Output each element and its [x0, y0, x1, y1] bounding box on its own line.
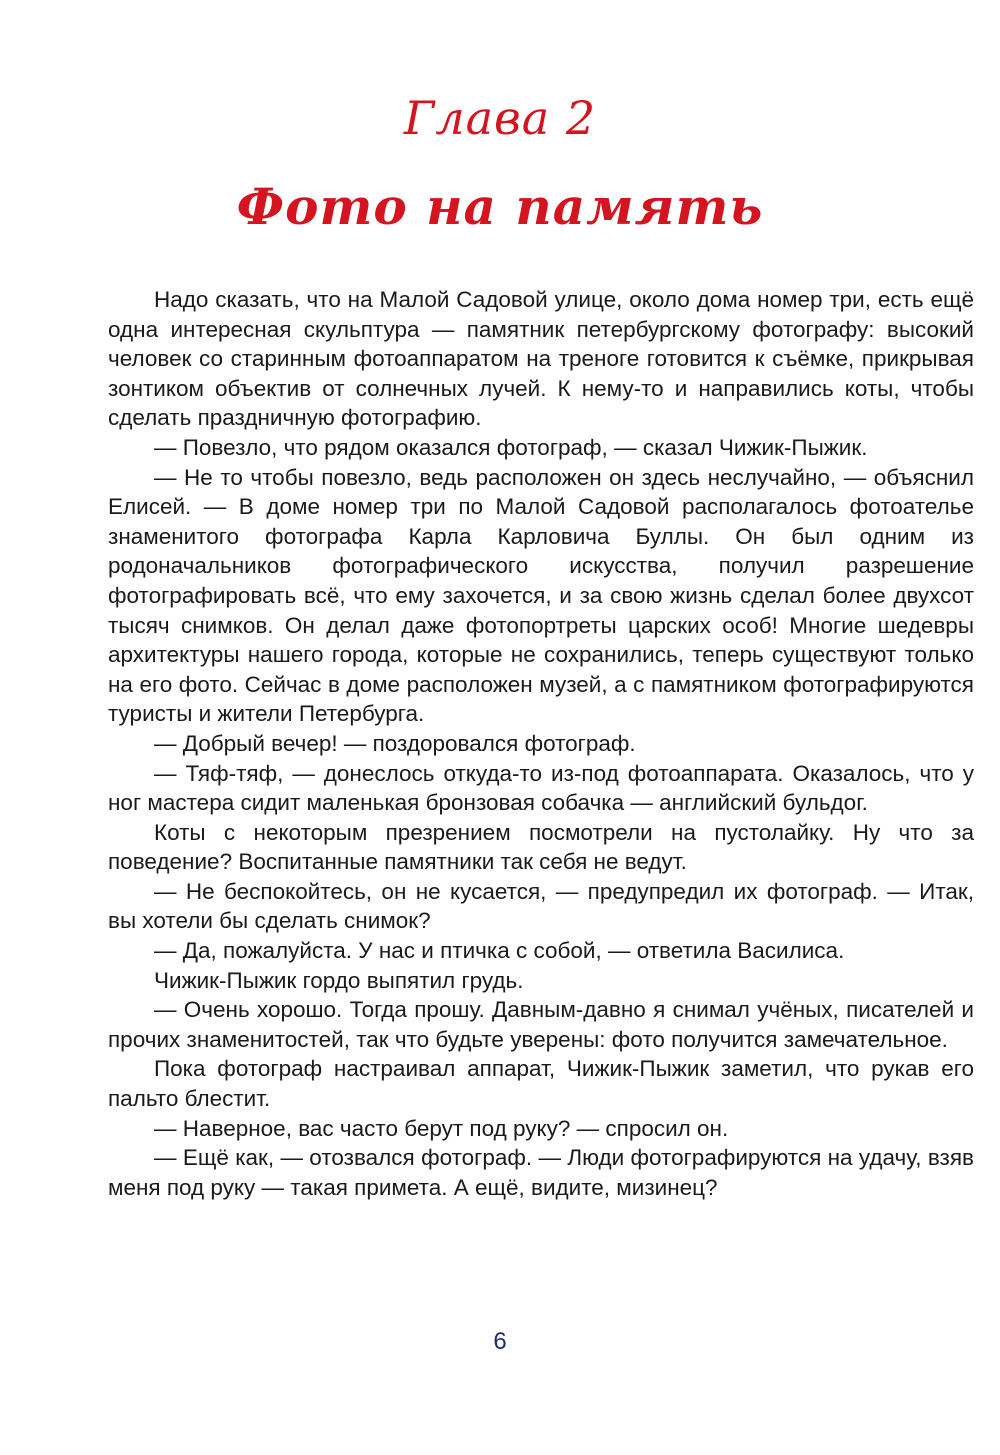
paragraph: Надо сказать, что на Малой Садовой улице, около дома номер три, есть ещё одна интересная скульптура — памятник петербургскому фотографу: высокий человек со старинным фотоаппаратом на треноге готовится к съёмке, прикрывая зонтиком объектив от солнечных лучей. К нему-то и направились коты, чтобы сделать праздничную фотографию. — [108, 287, 974, 431]
paragraph: — Повезло, что рядом оказался фотограф, — сказал Чижик-Пыжик. — [154, 434, 868, 460]
chapter-number: Глава 2 — [403, 91, 597, 145]
page-number: 6 — [493, 1328, 507, 1355]
paragraph: — Тяф-тяф, — донеслось откуда-то из-под фотоаппарата. Оказалось, что у ног мастера сидит маленькая бронзовая собачка — английский бульдог. — [108, 760, 974, 816]
paragraph: Чижик-Пыжик гордо выпятил грудь. — [154, 967, 524, 993]
paragraph: — Добрый вечер! — поздоровался фотограф. — [154, 730, 636, 756]
chapter-body — [108, 285, 974, 1202]
paragraph: — Да, пожалуйста. У нас и птичка с собой, — ответила Василиса. — [154, 938, 845, 964]
paragraph: — Очень хорошо. Тогда прошу. Давным-давно я снимал учёных, писателей и прочих знаменитостей, так что будьте уверены: фото получится замечательное. — [108, 997, 974, 1052]
chapter-title: Фото на память — [236, 177, 764, 236]
paragraph: Коты с некоторым презрением посмотрели на пустолайку. Ну что за поведение? Воспитанные памятники так себя не ведут. — [108, 819, 974, 875]
paragraph: — Не беспокойтесь, он не кусается, — предупредил их фотограф. — Итак, вы хотели бы сделать снимок? — [108, 878, 974, 934]
paragraph: — Не то чтобы повезло, ведь расположен он здесь неслучайно, — объяснил Елисей. — В доме номер три по Малой Садовой располагалось фотоателье знаменитого фотографа Карла Карловича Буллы. Он был одним из родоначальников фотографического искусства, получил разрешение фотографировать всё, что ему захочется, и за свою жизнь сделал более двухсот тысяч снимков. Он делал даже фотопортреты царских особ! Многие шедевры архитектуры нашего города, которые не сохранились, теперь существуют только на его фото. Сейчас в доме расположен музей, а с памятником фотографируются туристы и жители Петербурга. — [108, 464, 974, 727]
paragraph: — Ещё как, — отозвался фотограф. — Люди фотографируются на удачу, взяв меня под руку — такая примета. А ещё, видите, мизинец? — [108, 1145, 974, 1200]
paragraph: Пока фотограф настраивал аппарат, Чижик-Пыжик заметил, что рукав его пальто блестит. — [108, 1056, 974, 1112]
paragraph: — Наверное, вас часто берут под руку? — спросил он. — [154, 1115, 729, 1141]
